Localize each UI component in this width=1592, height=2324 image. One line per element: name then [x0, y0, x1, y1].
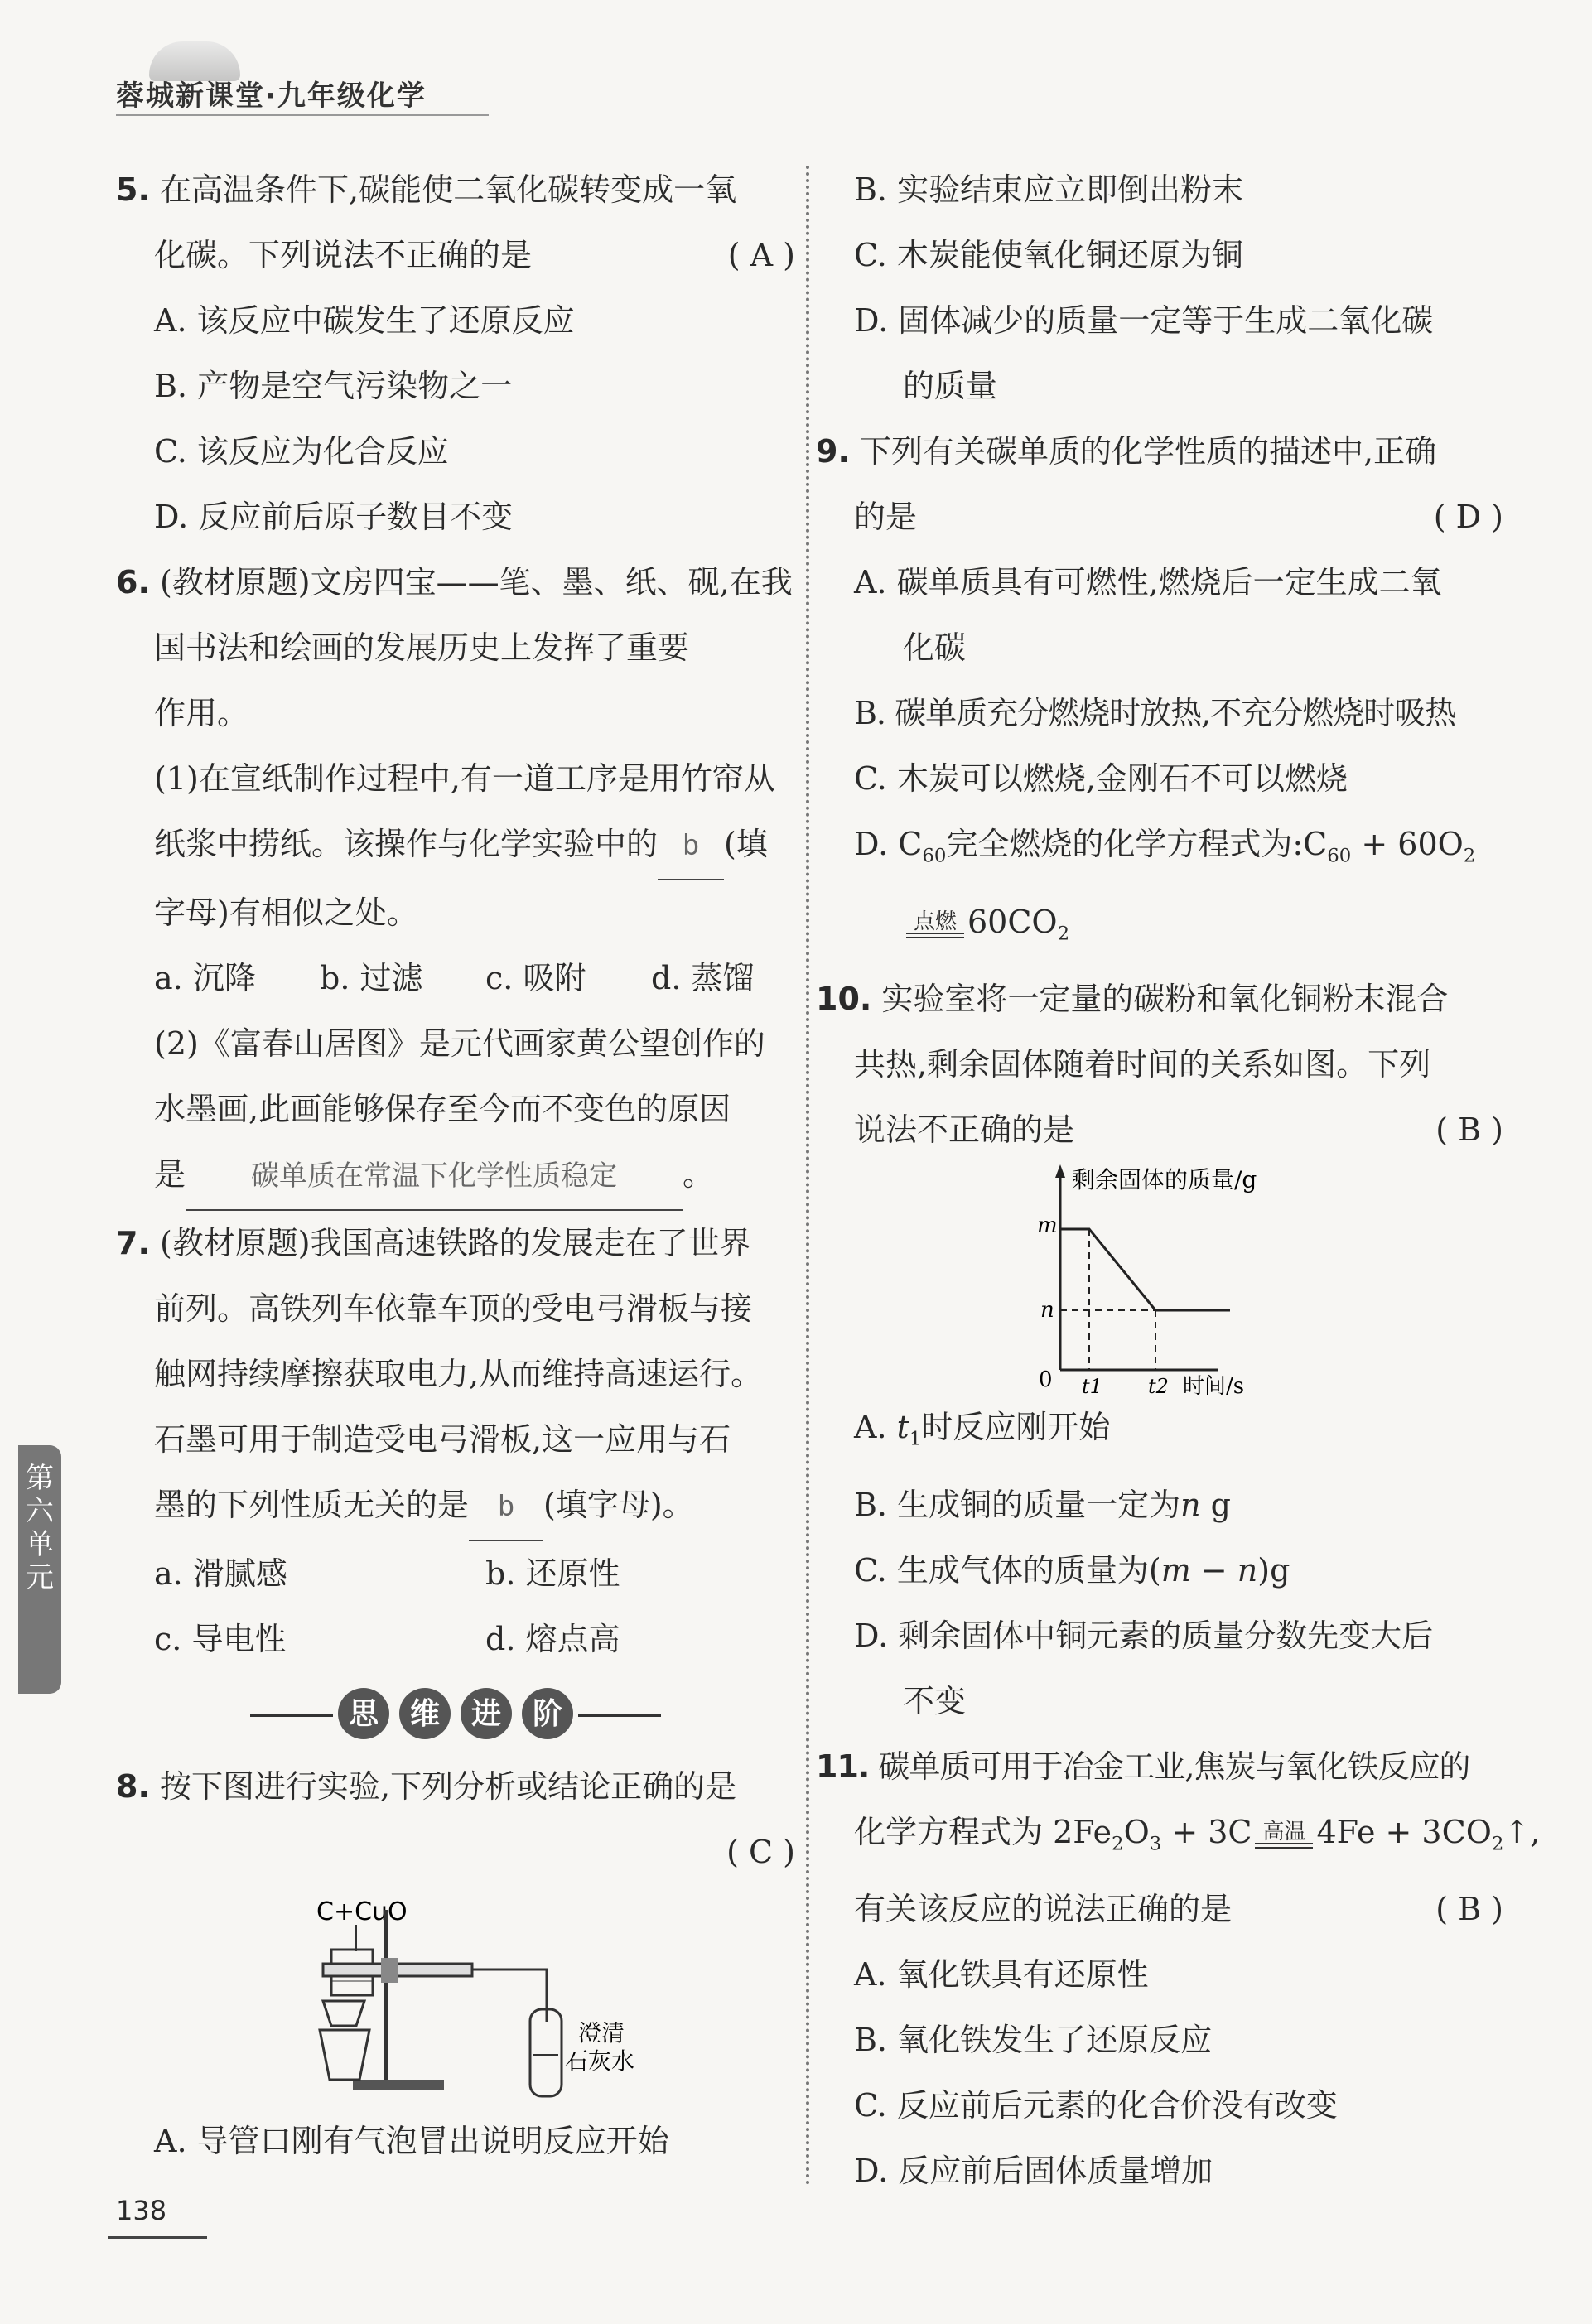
answer-blank: b	[469, 1474, 543, 1541]
part-2-text: (2)《富春山居图》是元代画家黄公望创作的	[154, 1025, 765, 1062]
answer-mark: ( B )	[1435, 1891, 1503, 1928]
y-tick-n: n	[1040, 1298, 1054, 1324]
y-axis-label: 剩余固体的质量/g	[1072, 1166, 1257, 1194]
question-10	[816, 967, 1503, 1734]
x-tick-t2: t2	[1148, 1375, 1169, 1396]
question-text: 实验室将一定量的碳粉和氧化铜粉末混合	[881, 981, 1449, 1018]
question-number: 11.	[816, 1748, 870, 1785]
equation: 化学方程式为 $2Fe_2O_3 + 3C$ 高温 $4Fe + 3CO_2↑$,	[854, 1813, 1541, 1855]
banner-char: 进	[461, 1688, 512, 1739]
limewater-tube	[530, 2009, 562, 2096]
choice: a. 滑腻感	[154, 1555, 287, 1592]
data-line	[1060, 1229, 1230, 1310]
page-header: 蓉城新课堂·九年级化学	[116, 80, 427, 113]
unit-side-tab: 第六单元	[18, 1445, 61, 1694]
part-2-text: 水墨画,此画能够保存至今而不变色的原因	[154, 1091, 731, 1127]
option: D. 剩余固体中铜元素的质量分数先变大后	[854, 1617, 1434, 1654]
choice: c. 导电性	[154, 1621, 287, 1657]
question-text: 国书法和绘画的发展历史上发挥了重要	[154, 629, 690, 666]
option: C. 木炭能使氧化铜还原为铜	[854, 237, 1243, 273]
reaction-condition: 高温	[1252, 1821, 1316, 1849]
banner-char: 维	[399, 1688, 451, 1739]
question-text: 的是	[854, 499, 918, 535]
alcohol-lamp-flame	[323, 2001, 364, 2026]
banner-char: 思	[338, 1688, 389, 1739]
apparatus-figure	[273, 1885, 638, 2109]
option: B. 实验结束应立即倒出粉末	[854, 171, 1244, 208]
option: D. 固体减少的质量一定等于生成二氧化碳	[854, 302, 1434, 339]
question-number: 8.	[116, 1768, 150, 1805]
answer-mark: ( B )	[1435, 1111, 1503, 1149]
question-text: (教材原题)文房四宝——笔、墨、纸、砚,在我	[159, 564, 793, 600]
option: A. 该反应中碳发生了还原反应	[154, 302, 575, 339]
part-1-text: (1)在宣纸制作过程中,有一道工序是用竹帘从	[154, 760, 775, 797]
option: A. 碳单质具有可燃性,燃烧后一定生成二氧	[854, 564, 1442, 600]
answer-mark: ( A )	[727, 237, 795, 273]
part-1-text: 纸浆中捞纸。该操作与化学实验中的	[154, 826, 659, 862]
part-2-text: 。	[683, 1156, 715, 1193]
figure-label-limewater-2: 石灰水	[565, 2047, 635, 2075]
question-number: 10.	[816, 981, 872, 1018]
page-number: 138	[116, 2195, 167, 2226]
alcohol-lamp	[320, 2030, 369, 2080]
equation-continuation: 点燃 $60CO_2$	[816, 890, 1503, 967]
y-tick-m: m	[1037, 1213, 1058, 1239]
clamp	[381, 1958, 398, 1983]
part-2-text: 是	[154, 1156, 186, 1193]
x-axis-label: 时间/s	[1183, 1374, 1245, 1396]
question-5	[116, 157, 795, 550]
figure-label-reactants: C+CuO	[316, 1897, 408, 1926]
question-11	[816, 1734, 1541, 2205]
question-9	[816, 419, 1503, 967]
question-text: 有关该反应的说法正确的是	[854, 1891, 1233, 1928]
question-text: 墨的下列性质无关的是	[154, 1487, 470, 1523]
question-text: (教材原题)我国高速铁路的发展走在了世界	[159, 1225, 751, 1261]
option: 的质量	[903, 368, 998, 404]
question-text: 在高温条件下,碳能使二氧化碳转变成一氧	[159, 171, 737, 208]
reaction-condition: 点燃	[903, 911, 967, 938]
option: C. 该反应为化合反应	[154, 433, 449, 470]
choice: c. 吸附	[485, 960, 586, 996]
question-text: (填字母)。	[543, 1487, 694, 1523]
answer-mark: ( C )	[726, 1834, 795, 1870]
question-8	[116, 1754, 795, 2174]
question-7	[116, 1211, 795, 1672]
option-d: D. $C_{60}$完全燃烧的化学方程式为$:C_{60} + 60O_2$	[854, 826, 1476, 867]
x-tick-t1: t1	[1082, 1375, 1102, 1396]
choice: d. 蒸馏	[651, 960, 755, 996]
option: 化碳	[903, 629, 967, 666]
right-column	[816, 157, 1541, 2204]
question-text: 作用。	[154, 695, 249, 731]
option: B. 氧化铁发生了还原反应	[854, 2022, 1213, 2059]
page-number-rule	[108, 2236, 207, 2239]
choice: b. 过滤	[320, 960, 423, 996]
delivery-tube	[472, 1970, 547, 2022]
question-text: 共热,剩余固体随着时间的关系如图。下列	[854, 1046, 1431, 1083]
question-text: 石墨可用于制造受电弓滑板,这一应用与石	[154, 1421, 731, 1458]
option: B. 产物是空气污染物之一	[154, 368, 513, 404]
banner-dash	[578, 1714, 661, 1717]
option: D. 反应前后原子数目不变	[154, 499, 514, 535]
option: A. 氧化铁具有还原性	[854, 1956, 1149, 1994]
option: B. 生成铜的质量一定为n g	[854, 1486, 1231, 1523]
option: D. 反应前后固体质量增加	[854, 2153, 1213, 2190]
question-text: 触网持续摩擦获取电力,从而维持高速运行。	[154, 1356, 763, 1392]
left-column	[116, 157, 795, 2174]
question-text: 下列有关碳单质的化学性质的描述中,正确	[859, 433, 1437, 470]
question-number: 7.	[116, 1225, 150, 1261]
banner-dash	[250, 1714, 333, 1717]
choice: b. 还原性	[485, 1555, 620, 1592]
stand-base	[353, 2080, 444, 2090]
option: A. 导管口刚有气泡冒出说明反应开始	[154, 2123, 669, 2159]
answer-mark: ( D )	[1433, 499, 1503, 535]
option: A. $t_1$时反应刚开始	[854, 1409, 1111, 1450]
question-text: 说法不正确的是	[854, 1111, 1075, 1149]
question-text: 碳单质可用于冶金工业,焦炭与氧化铁反应的	[878, 1748, 1470, 1785]
question-number: 6.	[116, 564, 150, 600]
section-banner	[116, 1680, 795, 1746]
question-text: 化碳。下列说法不正确的是	[154, 237, 533, 273]
question-6	[116, 550, 795, 1211]
figure-label-limewater-1: 澄清	[578, 2019, 625, 2047]
origin-label: 0	[1039, 1367, 1053, 1393]
answer-blank: 碳单质在常温下化学性质稳定	[186, 1144, 683, 1211]
choice: d. 熔点高	[485, 1621, 620, 1657]
option: 不变	[903, 1682, 967, 1719]
answer-blank: b	[658, 813, 724, 880]
question-number: 5.	[116, 171, 150, 208]
part-1-text: 字母)有相似之处。	[154, 894, 418, 931]
question-text: 前列。高铁列车依靠车顶的受电弓滑板与接	[154, 1290, 753, 1327]
option: B. 碳单质充分燃烧时放热,不充分燃烧时吸热	[854, 695, 1456, 731]
column-divider	[806, 166, 809, 2187]
option: C. 生成气体的质量为(m − n)g	[854, 1551, 1290, 1589]
part-1-text: (填	[724, 826, 768, 862]
mass-time-chart	[1011, 1163, 1309, 1395]
choice: a. 沉降	[154, 960, 256, 996]
question-number: 9.	[816, 433, 850, 470]
option: C. 木炭可以燃烧,金刚石不可以燃烧	[854, 760, 1348, 797]
banner-char: 阶	[522, 1688, 573, 1739]
header-rule	[116, 114, 489, 116]
option: C. 反应前后元素的化合价没有改变	[854, 2087, 1338, 2124]
question-text: 按下图进行实验,下列分析或结论正确的是	[159, 1768, 737, 1805]
